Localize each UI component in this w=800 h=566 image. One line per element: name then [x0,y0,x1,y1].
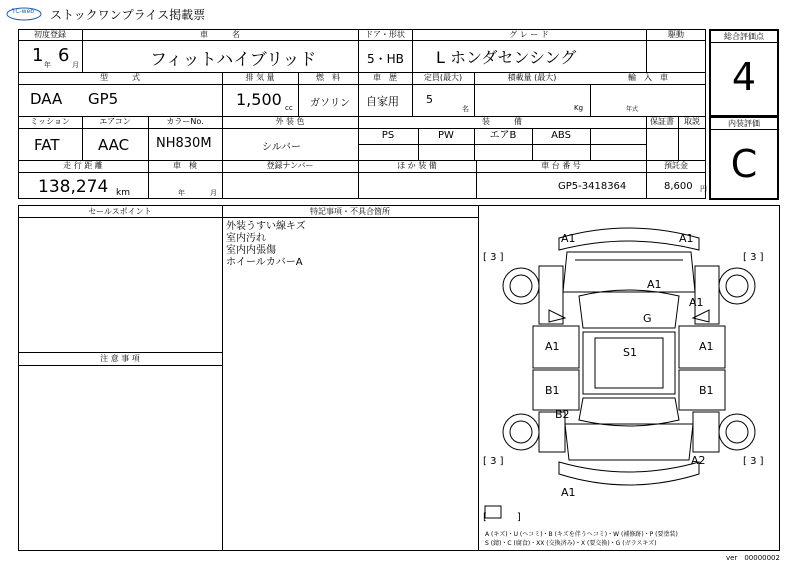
label-warranty: 保証書 [650,117,674,126]
exterior-color: シルバー [262,142,302,153]
version-label: ver 00000002 [726,554,780,562]
mission: FAT [34,136,60,154]
model-prefix: DAA [30,90,63,108]
car-name: フィットハイブリッド [150,50,317,70]
first-reg-month-unit: 月 [72,61,79,69]
mark-door-right-rear: B1 [699,384,714,397]
mark-hood: A1 [647,278,662,291]
legend-line-2: S (錆)・C (腐食)・XX (交換済み)・X (要交換)・G (ガラスキズ) [485,540,657,547]
first-reg-year-unit: 年 [44,61,51,69]
special-notes-list [226,221,306,269]
label-sales-point: セールスポイント [88,207,152,216]
note-item: 室内汚れ [226,233,266,244]
capacity: 5 [426,93,433,106]
label-special-notes: 特記事項・不具合箇所 [310,207,390,216]
label-reg-number: 登録ナンバー [266,161,314,170]
overall-score-box [709,29,779,117]
label-mileage: 走 行 距 離 [63,161,103,170]
label-exterior-color: 外 装 色 [275,117,305,126]
mark-front-left: A1 [561,232,576,245]
mark-fender-right: A1 [689,296,704,309]
overall-score: 4 [731,55,757,99]
label-inspection: 車 検 [173,161,197,170]
bracket-rear-right: [ 3 ] [743,456,764,467]
interior-score-box [709,116,779,200]
label-interior-score: 内装評価 [711,118,777,130]
logo-text: TC-web [12,8,35,15]
color-no: NH830M [156,136,212,151]
grade: L ホンダセンシング [436,48,577,67]
interior-score: C [730,142,758,186]
legend-line-1: A (キズ)・U (ヘコミ)・B (キズを伴うヘコミ)・W (補修跡)・P (要塗装) [485,531,678,538]
car-damage-diagram [479,206,779,550]
spec-table [18,29,706,199]
label-overall-score: 総合評価点 [711,31,777,43]
import-model-year: 年式 [626,106,639,113]
label-import: 輸 入 車 [628,73,668,82]
mark-rear-right: A2 [691,454,706,467]
label-other-equipment: ほ か 装 備 [397,161,437,170]
displacement-unit: cc [285,104,293,112]
equipment-pw: PW [438,130,454,141]
label-car-name: 車 名 [200,30,240,39]
history: 自家用 [366,95,399,108]
fuel: ガソリン [310,98,350,109]
chassis-no: GP5-3418364 [558,181,627,192]
model: GP5 [88,90,119,108]
mileage: 138,274 [38,177,109,197]
label-estimate: 預託金 [664,161,688,170]
label-grade: グ レ ー ド [509,30,549,39]
label-aircon: エアコン [99,117,131,126]
label-chassis-no: 車 台 番 号 [541,161,581,170]
label-manual: 取説 [684,117,700,126]
inspection-year: 年 [178,189,185,197]
equipment-airbag: エアB [489,130,517,141]
label-door-shape: ドア・形状 [365,30,405,39]
mileage-unit: km [116,188,130,198]
inspection-month: 月 [210,189,217,197]
logo [6,6,42,20]
first-reg-month: 6 [58,45,70,66]
label-load: 積載量 (最大) [507,73,557,82]
note-item: 室内内張傷 [226,245,276,256]
load-unit: Kg [574,104,584,112]
mark-rear-bumper: A1 [561,486,576,499]
equipment-ps: PS [381,130,395,141]
displacement: 1,500 [236,90,282,109]
label-mission: ミッション [30,117,70,126]
door-shape: 5・HB [367,52,404,66]
bracket-spare: [ ] [483,512,521,523]
label-equipment: 装 備 [482,117,522,126]
label-first-reg: 初度登録 [34,30,66,39]
label-capacity: 定員(最大) [423,73,463,82]
equipment-abs: ABS [551,130,571,141]
estimate-unit: 円 [700,185,707,193]
note-item: ホイールカバーA [226,257,303,268]
aircon: AAC [98,136,130,154]
mark-quarter-left: B2 [555,408,570,421]
note-item: 外装うすい線キズ [226,221,306,232]
page-title: ストックワンプライス掲載票 [50,8,206,22]
mark-windshield: G [643,312,652,325]
estimate: 8,600 [664,181,693,192]
capacity-unit: 名 [462,105,469,113]
mark-door-left-front: A1 [545,340,560,353]
mark-roof: S1 [623,346,637,359]
label-color-no: カラーNo. [166,117,204,126]
label-drive: 駆動 [668,30,684,39]
mark-door-left-rear: B1 [545,384,560,397]
mark-door-right-front: A1 [699,340,714,353]
bracket-front-right: [ 3 ] [743,252,764,263]
label-history: 車 歴 [373,73,397,82]
label-model: 型 式 [100,73,140,82]
mark-front-right: A1 [679,232,694,245]
bracket-front-left: [ 3 ] [483,252,504,263]
label-caution: 注 意 事 項 [100,354,140,363]
label-fuel: 燃 料 [316,73,340,82]
bracket-rear-left: [ 3 ] [483,456,504,467]
label-displacement: 排 気 量 [245,73,275,82]
first-reg-year: 1 [32,45,44,66]
